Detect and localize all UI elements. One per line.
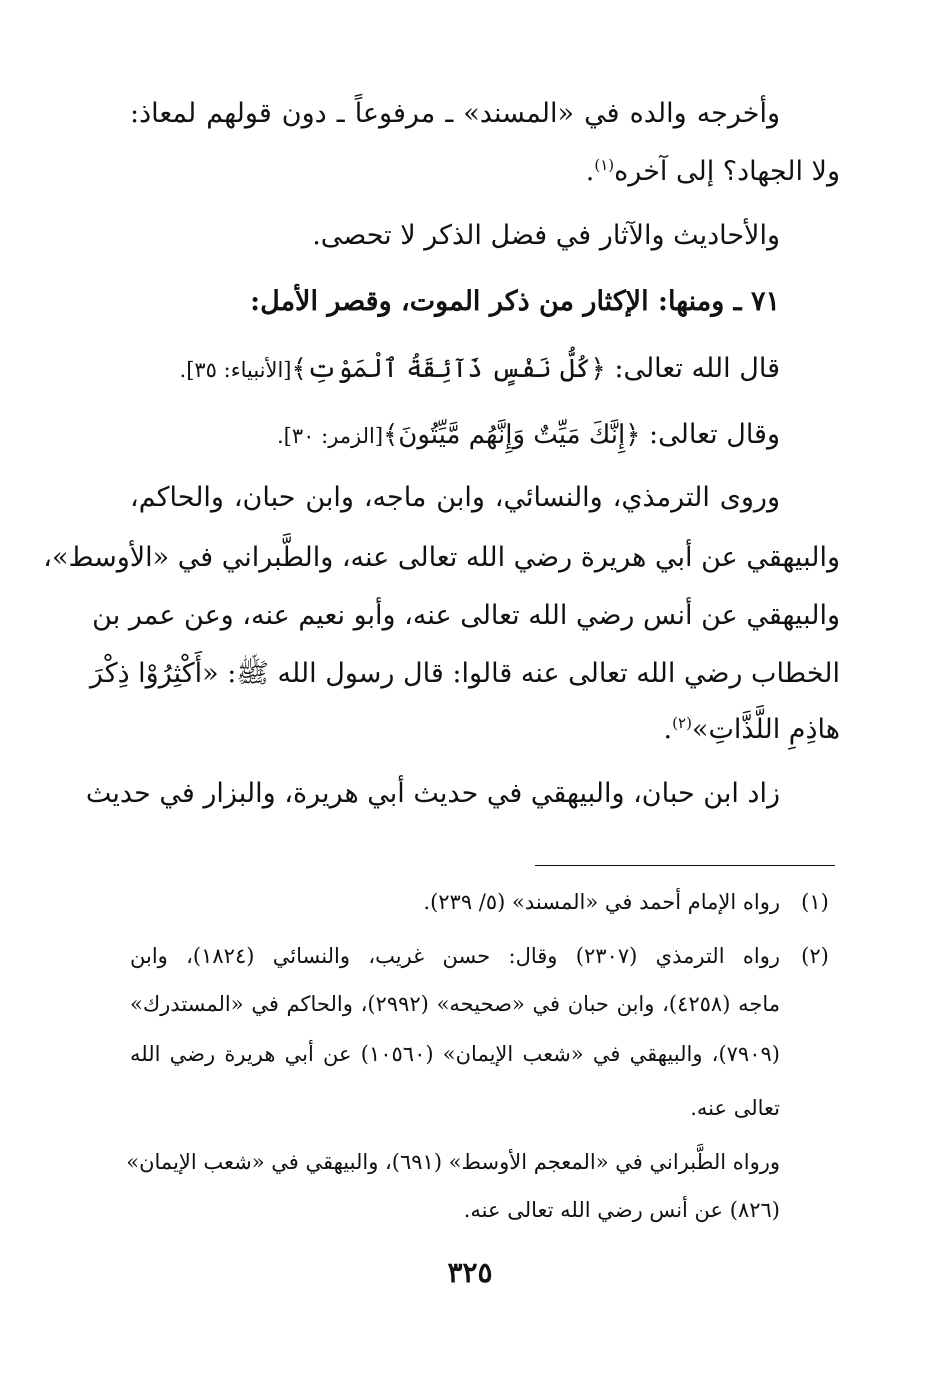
footnote-1-number: (١) [801,890,829,914]
footnote-2-line-3: (٧٩٠٩)، والبيهقي في «شعب الإيمان» (١٠٥٦٠) عن أبي هريرة رضي الله [130,1042,780,1066]
body-line-2-text: ولا الجهاد؟ إلى آخره [614,156,840,187]
footnote-ref-2[interactable]: (٢) [672,714,692,732]
verse-2-quran: ﴿إِنَّكَ مَيِّتٌ وَإِنَّهُم مَّيِّتُونَ﴾ [383,420,641,450]
page-number: ٣٢٥ [447,1256,493,1289]
body-para-line-2: والبيهقي عن أبي هريرة رضي الله تعالى عنه، والطَّبراني في «الأوسط»، [43,542,840,573]
footnote-2-line-6: (٨٢٦) عن أنس رضي الله تعالى عنه. [463,1198,780,1222]
section-heading: ٧١ ـ ومنها: الإكثار من ذكر الموت، وقصر الأمل: [250,286,780,317]
body-line-2-end: . [585,156,595,187]
footnote-2-line-4: تعالى عنه. [690,1096,780,1120]
verse-1-intro: قال الله تعالى: [614,353,780,384]
body-para-line-5-text: هاذِمِ اللَّذَّاتِ» [691,714,840,745]
verse-1-ref: [الأنبياء: ٣٥]. [179,358,292,382]
footnote-2-line-1: رواه الترمذي (٢٣٠٧) وقال: حسن غريب، والنسائي (١٨٢٤)، وابن [130,944,780,968]
body-para-line-6: زاد ابن حبان، والبيهقي في حديث أبي هريرة، والبزار في حديث [85,778,780,809]
footnote-2-number: (٢) [801,944,829,968]
body-line-1: وأخرجه والده في «المسند» ـ مرفوعاً ـ دون قولهم لمعاذ: [130,98,780,129]
verse-1 [130,349,780,389]
verse-2-intro: وقال تعالى: [649,419,780,450]
verse-1-quran: ﴿كُلُّ نَفْسٍ ذَآئِقَةُ ٱلْمَوْتِ﴾ [291,354,606,384]
body-line-2 [130,152,840,192]
footnote-2-line-2: ماجه (٤٢٥٨)، وابن حبان في «صحيحه» (٢٩٩٢)، والحاكم في «المستدرك» [130,992,780,1016]
verse-2-ref: [الزمر: ٣٠]. [277,424,384,448]
body-para-line-5 [130,710,840,750]
body-para-line-3: والبيهقي عن أنس رضي الله تعالى عنه، وأبو نعيم عنه، وعن عمر بن [92,600,840,631]
verse-2 [130,415,780,455]
body-line-3: والأحاديث والآثار في فضل الذكر لا تحصى. [312,220,780,251]
footnote-2-line-5: ورواه الطَّبراني في «المعجم الأوسط» (٦٩١)، والبيهقي في «شعب الإيمان» [126,1150,780,1174]
footnote-separator [535,865,835,866]
body-para-line-4: الخطاب رضي الله تعالى عنه قالوا: قال رسول الله ﷺ: «أَكْثِرُوْا ذِكْرَ [89,658,840,689]
footnote-ref-1[interactable]: (١) [594,156,615,174]
body-para-line-5-end: . [663,714,673,745]
footnote-1-text: رواه الإمام أحمد في «المسند» (٥/ ٢٣٩). [423,890,780,914]
body-para-line-1: وروى الترمذي، والنسائي، وابن ماجه، وابن حبان، والحاكم، [130,482,780,513]
